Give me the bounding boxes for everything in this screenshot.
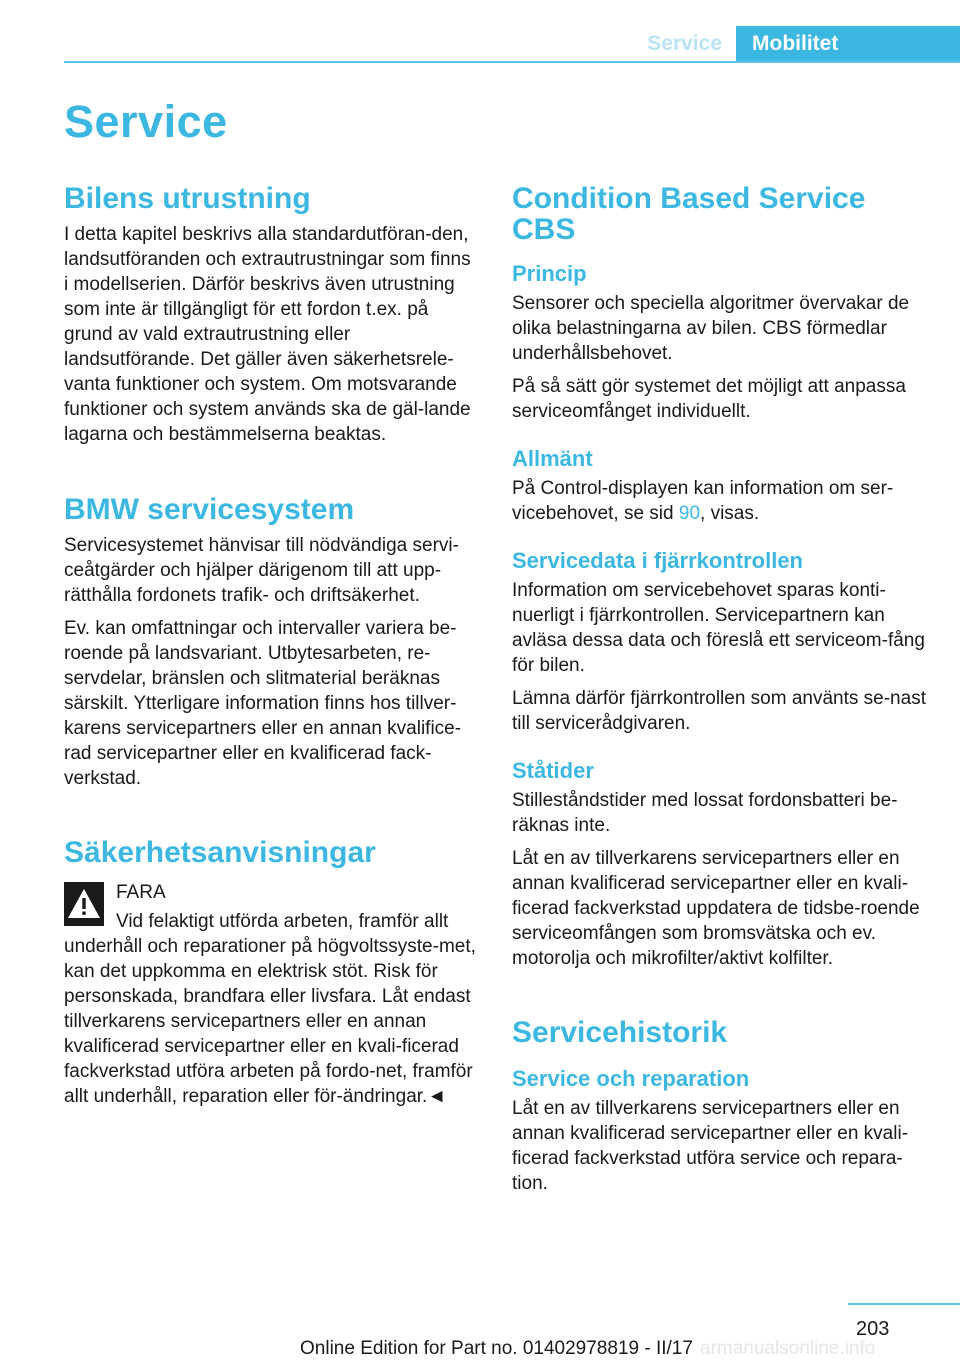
warning-text: underhåll och reparationer på högvoltssyste-met, kan det uppkomma en elektrisk stöt. Risk för personskada, brandfara eller livsfara. Låt endast tillverkarens servicepartners eller en annan kvalificerad servicepartner eller en kvali-ficerad fackverkstad utföra arbeten på fordo-net, framför allt underhåll, reparation eller för-ändringar.◄ — [64, 936, 476, 1107]
bmw-paragraph-1: Servicesystemet hänvisar till nödvändiga servi-ceåtgärder och hjälper därigenom till att upp-rätthålla fordonets trafik- och driftsäkerhet. — [64, 535, 459, 606]
warning-label: FARA — [116, 882, 166, 903]
warning-block — [64, 880, 478, 1109]
heading-sakerhetsanvisningar: Säkerhetsanvisningar — [64, 836, 376, 869]
tab-mobilitet[interactable]: Mobilitet — [736, 26, 960, 62]
warning-triangle-icon — [64, 882, 104, 926]
servicedata-paragraph-2: Lämna därför fjärrkontrollen som använts se-nast till servicerådgivaren. — [512, 688, 926, 734]
heading-servicehistorik: Servicehistorik — [512, 1016, 728, 1049]
heading-servicedata: Servicedata i fjärrkontrollen — [512, 548, 803, 573]
statider-paragraph-2: Låt en av tillverkarens servicepartners eller en annan kvalificerad servicepartner eller en kvali-ficerad fackverkstad uppdatera de tidsbe-roende serviceomfången som bromsvätska och ev. motorolja och mikrofilter/aktivt kolfilter. — [512, 848, 920, 969]
left-column — [64, 183, 478, 1109]
allmant-text-before: På Control-displayen kan information om ser-vicebehovet, se sid — [512, 478, 894, 524]
right-column — [512, 183, 928, 1196]
princip-paragraph-2: På så sätt gör systemet det möjligt att anpassa serviceomfånget individuellt. — [512, 376, 906, 422]
bilens-paragraph: I detta kapitel beskrivs alla standardutföran-den, landsutföranden och extrautrustningar som finns i modellserien. Därför beskrivs även utrustning som inte är tillgängligt för ett fordon t.ex. på grund av vald extrautrustning eller landsutförande. Det gäller även säkerhetsrele-vanta funktioner och system. Om motsvarande funktioner och system används ska de gäl-lande lagarna och bestämmelserna beaktas. — [64, 224, 471, 445]
heading-bmw-servicesystem: BMW servicesystem — [64, 493, 355, 526]
bmw-paragraph-2: Ev. kan omfattningar och intervaller variera be-roende på landsvariant. Utbytesarbeten, re-servdelar, bränslen och slitmaterial beräknas särskilt. Ytterligare information finns hos tillver-karens servicepartners eller en annan kvalifice-rad servicepartner eller en kvalificerad fack-verkstad. — [64, 618, 462, 789]
page-title: Service — [64, 96, 228, 147]
footer-divider — [848, 1303, 960, 1305]
servicedata-paragraph-1: Information om servicebehovet sparas konti-nuerligt i fjärrkontrollen. Servicepartnern kan avläsa dessa data och föreslå ett serviceom-fång för bilen. — [512, 580, 925, 676]
statider-paragraph-1: Stilleståndstider med lossat fordonsbatteri be-räknas inte. — [512, 790, 898, 836]
heading-cbs: Condition Based Service CBS — [512, 182, 866, 246]
warning-first-line: Vid felaktigt utförda arbeten, framför allt — [116, 911, 449, 932]
heading-service-och-reparation: Service och reparation — [512, 1066, 750, 1091]
heading-bilens-utrustning: Bilens utrustning — [64, 182, 311, 215]
princip-paragraph-1: Sensorer och speciella algoritmer övervakar de olika belastningarna av bilen. CBS förmedlar underhållsbehovet. — [512, 293, 910, 364]
watermark: armanualsonline.info — [700, 1338, 876, 1359]
heading-statider: Ståtider — [512, 758, 594, 783]
header-divider — [64, 61, 960, 63]
heading-princip: Princip — [512, 261, 587, 286]
footer-edition: Online Edition for Part no. 01402978819 - II/17 — [300, 1338, 693, 1359]
heading-allmant: Allmänt — [512, 446, 593, 471]
page-number: 203 — [856, 1318, 890, 1340]
allmant-text-after: , visas. — [700, 503, 760, 524]
tab-service[interactable]: Service — [647, 32, 722, 55]
page-link-90[interactable]: 90 — [678, 503, 701, 524]
historik-paragraph: Låt en av tillverkarens servicepartners eller en annan kvalificerad servicepartner eller en kvali-ficerad fackverkstad utföra service och repara-tion. — [512, 1098, 909, 1194]
allmant-paragraph — [512, 476, 928, 526]
